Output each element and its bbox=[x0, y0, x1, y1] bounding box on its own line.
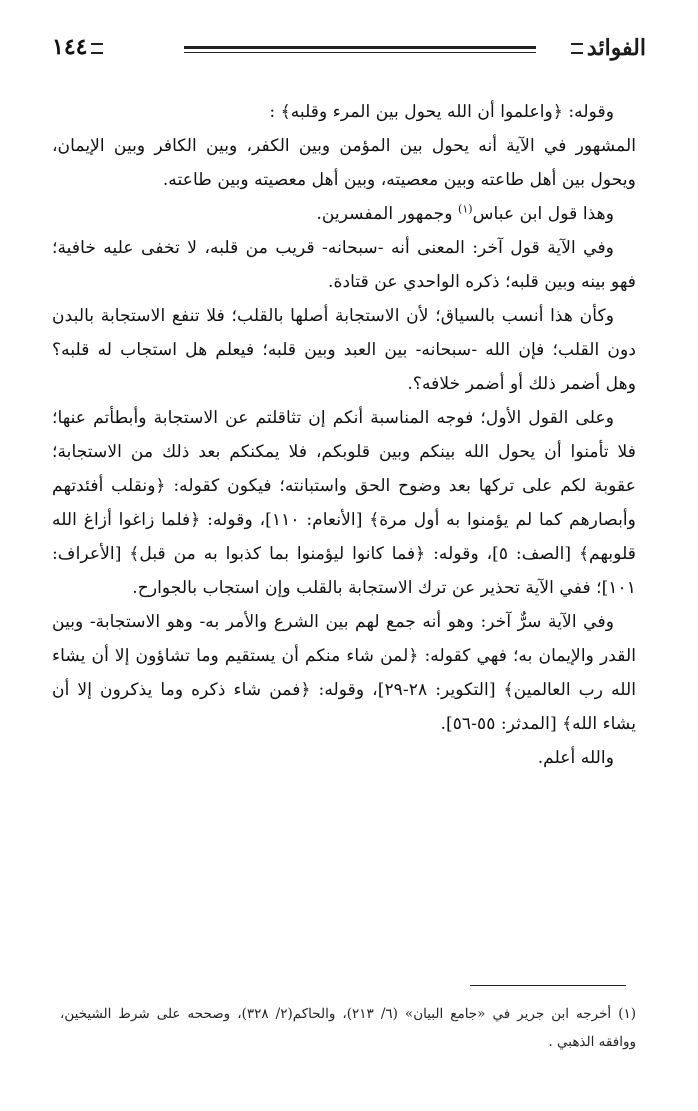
main-text bbox=[52, 95, 636, 775]
paragraph-famous-view: المشهور في الآية أنه يحول بين المؤمن وبين الكفر، وبين الكافر وبين الإيمان، ويحول بين أهل طاعته وبين معصيته، وبين أهل معصيته وبين طاعته. bbox=[52, 136, 636, 190]
ibn-abbas-text: وهذا قول ابن عباس bbox=[472, 204, 614, 224]
ibn-abbas-text-rest: وجمهور المفسرين. bbox=[316, 204, 459, 224]
page-number bbox=[52, 34, 107, 60]
running-header bbox=[52, 30, 646, 70]
paragraph-ibn-abbas bbox=[52, 197, 636, 231]
paragraph-verse-intro: وقوله: ﴿واعلموا أن الله يحول بين المرء وقلبه﴾ : bbox=[269, 102, 614, 122]
book-title bbox=[567, 34, 646, 61]
paragraph-secret: وفي الآية سرٌّ آخر: وهو أنه جمع لهم بين الشرع والأمر به- وهو الاستجابة- وبين القدر والإيمان به؛ فهي كقوله: ﴿لمن شاء منكم أن يستقيم وما تشاؤون إلا أن يشاء الله رب العالمين﴾ [التكوير: ٢٨-٢٩]، وقوله: ﴿فمن شاء ذكره وما يذكرون إلا أن يشاء الله﴾ [المدثر: ٥٥-٥٦]. bbox=[52, 612, 637, 734]
paragraph-other-view: وفي الآية قول آخر: المعنى أنه -سبحانه- قريب من قلبه، لا تخفى عليه خافية؛ فهو بينه وبين قلبه؛ ذكره الواحدي عن قتادة. bbox=[52, 238, 636, 292]
page-number-text: ١٤٤ bbox=[52, 34, 88, 60]
title-ornament-dash bbox=[571, 43, 583, 54]
paragraph-first-view: وعلى القول الأول؛ فوجه المناسبة أنكم إن تثاقلتم عن الاستجابة وأبطأتم عنها؛ فلا تأمنوا أن يحول الله بينكم وبين قلوبكم، فلا يمكنكم بعد ذلك من الاستجابة؛ عقوبة لكم على تركها بعد وضوح الحق واستبانته؛ فيكون كقوله: ﴿ونقلب أفئدتهم وأبصارهم كما لم يؤمنوا به أول مرة﴾ [الأنعام: ١١٠]، وقوله: ﴿فلما زاغوا أزاغ الله قلوبهم﴾ [الصف: ٥]، وقوله: ﴿فما كانوا ليؤمنوا بما كذبوا به من قبل﴾ [الأعراف: ١٠١]؛ ففي الآية تحذير عن ترك الاستجابة بالقلب وإن استجاب بالجوارح. bbox=[52, 408, 636, 598]
book-title-text: الفوائد bbox=[586, 35, 646, 61]
paragraph-context: وكأن هذا أنسب بالسياق؛ لأن الاستجابة أصلها بالقلب؛ فلا تنفع الاستجابة بالبدن دون القلب؛ فإن الله -سبحانه- بين العبد وبين قلبه؛ فيعلم هل استجاب له قلبه؟ وهل أضمر ذلك أو أضمر خلافه؟. bbox=[52, 306, 636, 394]
header-rule bbox=[184, 46, 536, 53]
footnote: (١) أخرجه ابن جرير في «جامع البيان» (٦/ ٢١٣)، والحاكم(٢/ ٣٢٨)، وصححه على شرط الشيخين، ووافقه الذهبي . bbox=[60, 1006, 637, 1050]
footnote-separator bbox=[470, 985, 626, 986]
page-number-ornament-dash bbox=[91, 43, 103, 54]
footnote-reference: (١) bbox=[458, 202, 473, 216]
paragraph-closing: والله أعلم. bbox=[537, 748, 614, 768]
